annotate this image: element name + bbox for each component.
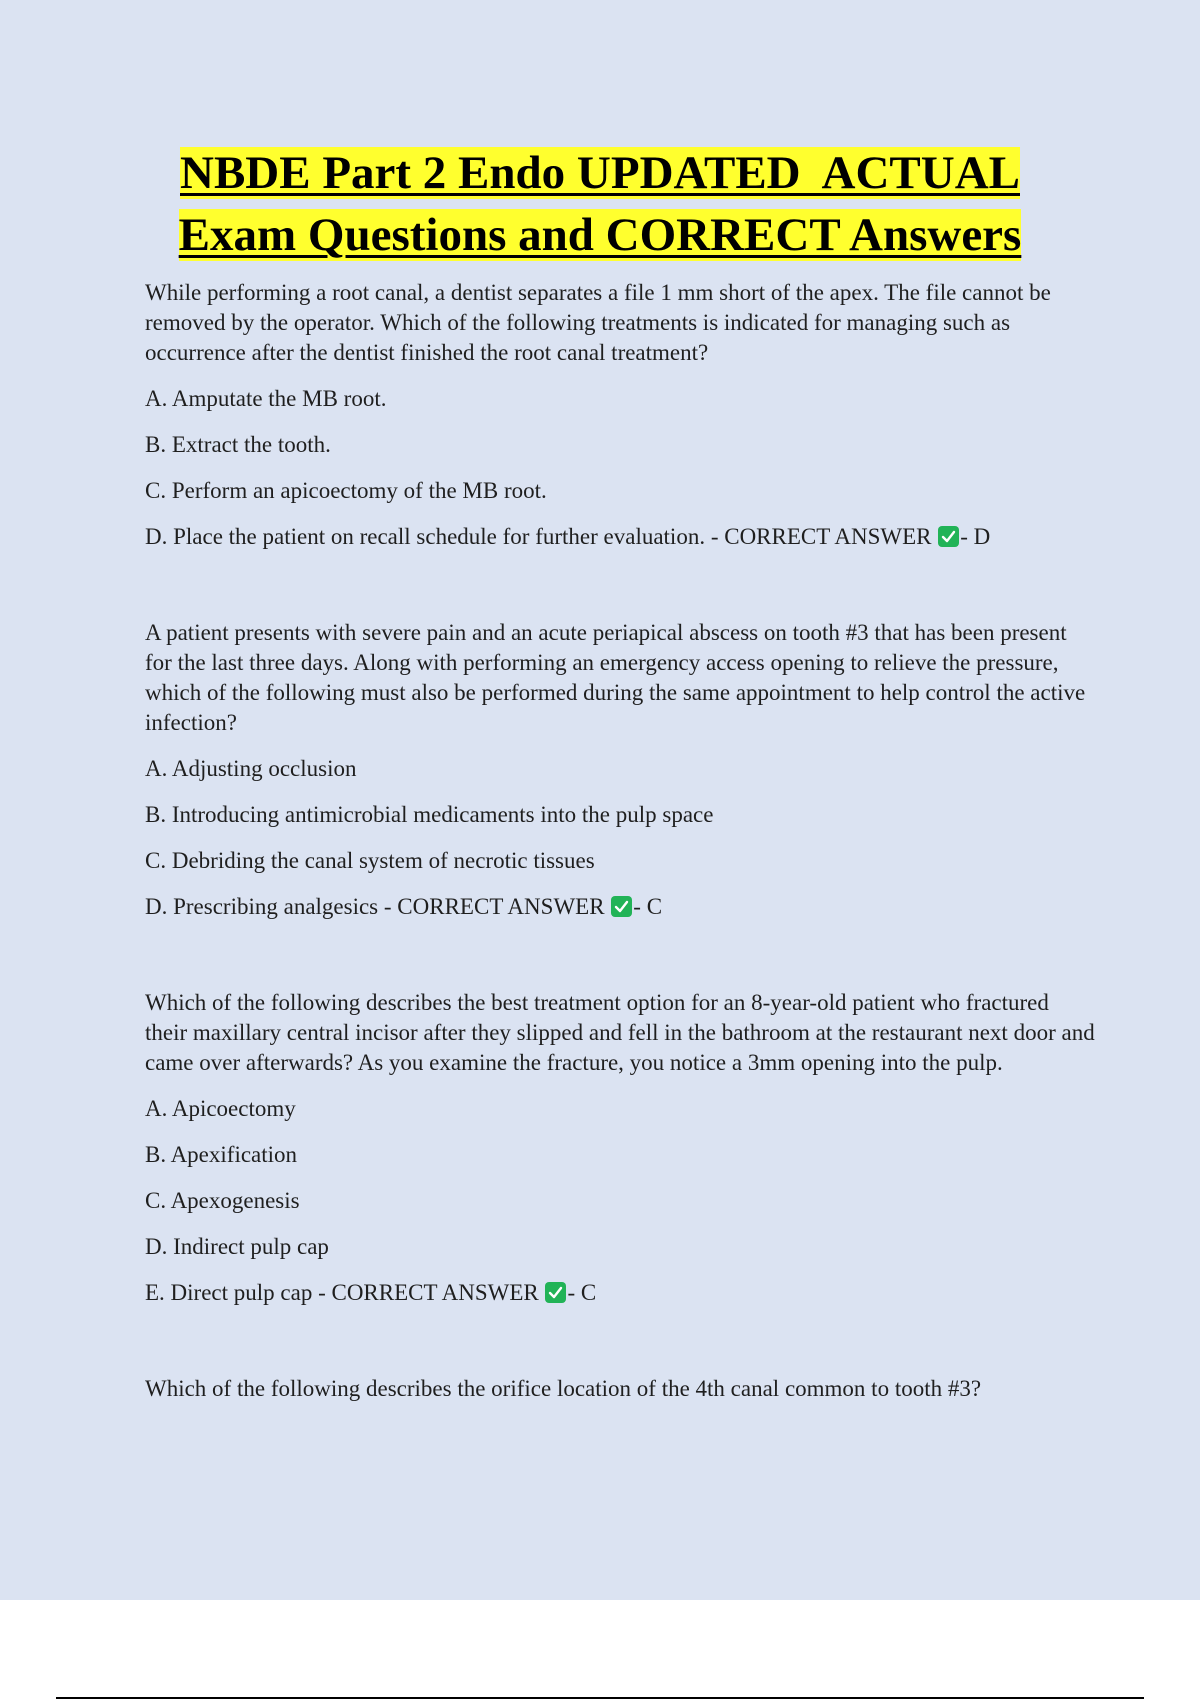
question-block-1 <box>145 278 1095 552</box>
answer-option: B. Introducing antimicrobial medicaments into the pulp space <box>145 802 714 827</box>
answer-option: A. Apicoectomy <box>145 1096 296 1121</box>
question-text: A patient presents with severe pain and an acute periapical abscess on tooth #3 that has been present for the last three days. Along with performing an emergency access opening to relieve the pressure, which of the following must also be performed during the same appointment to help control the active infection? <box>145 620 1086 735</box>
answer-option: C. Perform an apicoectomy of the MB root. <box>145 478 547 503</box>
answer-option-label: E. Direct pulp cap - CORRECT ANSWER <box>145 1280 539 1305</box>
question-text: Which of the following describes the orifice location of the 4th canal common to tooth #3? <box>145 1376 982 1401</box>
answer-option-label: D. Prescribing analgesics - CORRECT ANSWER <box>145 894 605 919</box>
document-title <box>0 142 1200 266</box>
correct-answer-value: - C <box>567 1280 597 1305</box>
check-icon <box>545 1282 566 1303</box>
answer-option: B. Apexification <box>145 1142 298 1167</box>
title-line-1: NBDE Part 2 Endo UPDATED ACTUAL <box>180 147 1020 199</box>
question-text: Which of the following describes the best treatment option for an 8-year-old patient who fractured their maxillary central incisor after they slipped and fell in the bathroom at the restaurant next door and came over afterwards? As you examine the fracture, you notice a 3mm opening into the pulp. <box>145 990 1095 1075</box>
question-text: While performing a root canal, a dentist separates a file 1 mm short of the apex. The file cannot be removed by the operator. Which of the following treatments is indicated for managing such as occurrence after the dentist finished the root canal treatment? <box>145 280 1051 365</box>
answer-option: B. Extract the tooth. <box>145 432 331 457</box>
answer-option: D. Indirect pulp cap <box>145 1234 329 1259</box>
correct-answer-value: - C <box>633 894 663 919</box>
answer-option: C. Debriding the canal system of necrotic tissues <box>145 848 595 873</box>
answer-option-with-key <box>145 892 1095 922</box>
check-icon <box>938 526 959 547</box>
footer-divider <box>56 1697 1144 1699</box>
answer-option: A. Amputate the MB root. <box>145 386 387 411</box>
document-content <box>145 278 1095 1404</box>
correct-answer-value: - D <box>960 524 991 549</box>
question-block-2 <box>145 618 1095 922</box>
answer-option: A. Adjusting occlusion <box>145 756 357 781</box>
check-icon <box>611 896 632 917</box>
question-block-3 <box>145 988 1095 1308</box>
answer-option-label: D. Place the patient on recall schedule for further evaluation. - CORRECT ANSWER <box>145 524 932 549</box>
title-line-2: Exam Questions and CORRECT Answers <box>178 209 1022 261</box>
answer-option-with-key <box>145 522 1095 552</box>
question-block-4 <box>145 1374 1095 1404</box>
answer-option-with-key <box>145 1278 1095 1308</box>
answer-option: C. Apexogenesis <box>145 1188 300 1213</box>
